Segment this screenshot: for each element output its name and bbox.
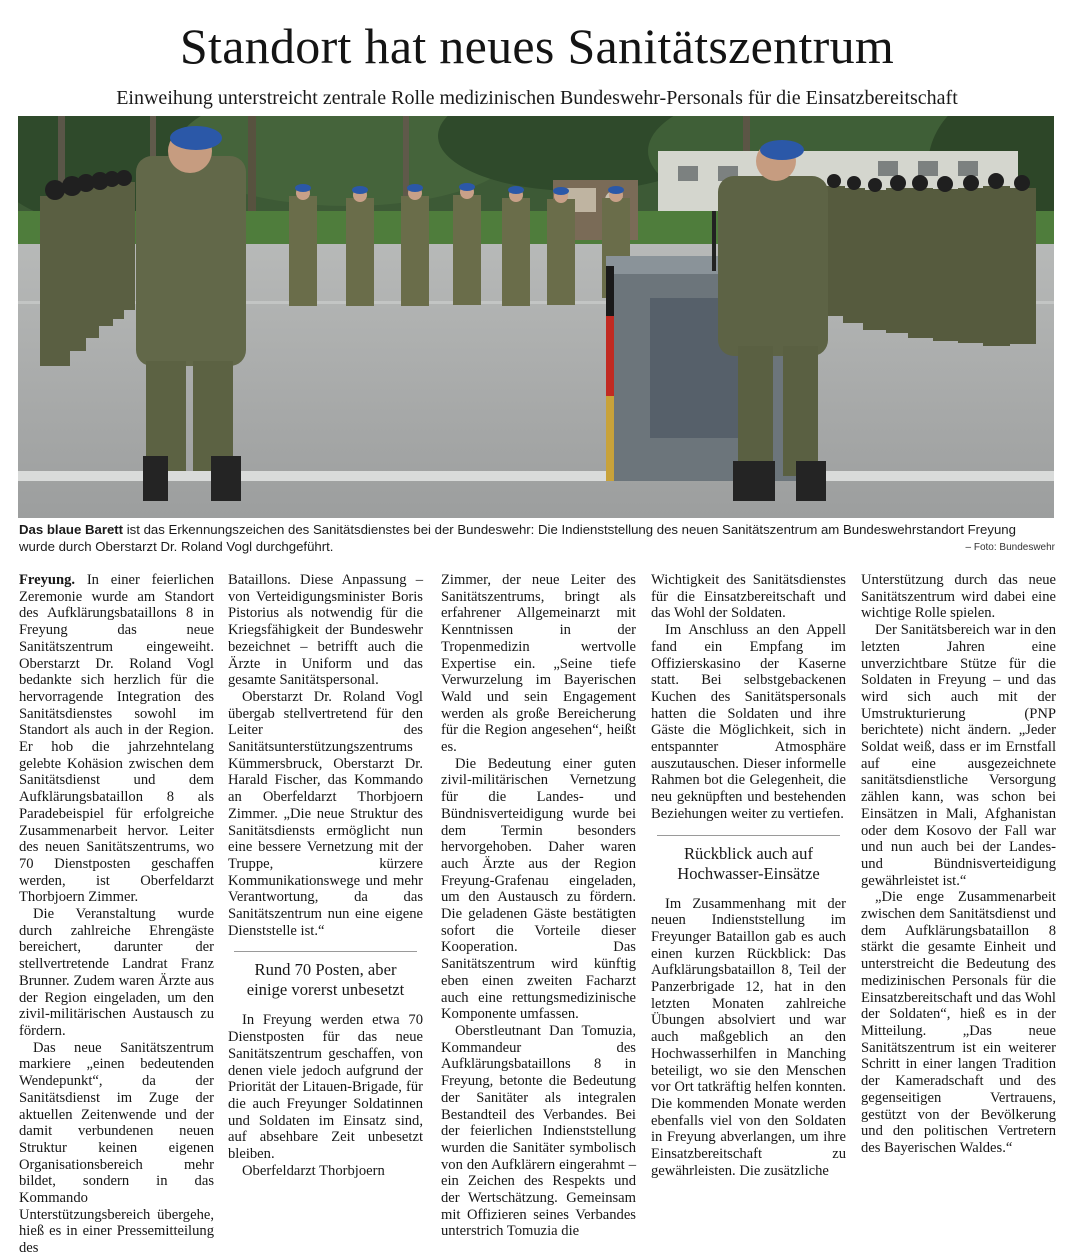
caption-lead: Das blaue Barett <box>19 522 124 537</box>
article-subheadline: Einweihung unterstreicht zentrale Rolle medizinischen Bundeswehr-Personals für die Einsatzbereitschaft <box>116 87 958 109</box>
caption-text: ist das Erkennungszeichen des Sanitätsdienstes bei der Bundeswehr: Die Indienststellung des neuen Sanitätszentrum am Bundeswehrstandort Freyung wurde durch Oberstarzt Dr. Roland Vogl durchgeführt. <box>19 522 1016 554</box>
paragraph: Im Anschluss an den Appell fand ein Empfang im Offizierskasino der Kaserne statt. Bei selbstgebackenen Kuchen des Sanitätspersonals hatten die Soldaten und ihre Gäste die Möglichkeit, sich in entspannter Atmosphäre auszutauschen. Dieser informelle Rahmen bot die Gelegenheit, die neu geknüpften und bestehenden Beziehungen weiter zu vertiefen. <box>651 622 846 822</box>
article-column-4 <box>651 572 846 1180</box>
paragraph: Zimmer, der neue Leiter des Sanitätszentrums, bringt als erfahrener Allgemeinarzt mit Kenntnissen in der Tropenmedizin wertvolle Expertise ein. „Seine tiefe Verwurzelung im Bayerischen Wald und sein Engagement werden als große Bereicherung für die Region angesehen“, heißt es. <box>441 572 636 756</box>
paragraph <box>19 572 214 906</box>
paragraph: Unterstützung durch das neue Sanitätszentrum wird dabei eine wichtige Rolle spielen. <box>861 572 1056 622</box>
article-column-3 <box>441 572 636 1240</box>
paragraph: Wichtigkeit des Sanitätsdienstes für die Einsatzbereitschaft und das Wohl der Soldaten. <box>651 572 846 622</box>
paragraph: Im Zusammenhang mit der neuen Indienststellung im Freyunger Bataillon gab es auch einen kurzen Rückblick: Das Aufklärungsbataillon 8, Teil der Panzerbrigade 12, hat in den letzten Monaten zahlreiche Übungen absolviert und war auch maßgeblich an den Hochwasserhilfen in Manching beteiligt, wo sie den Menschen vor Ort tatkräftig helfen konnten. Die kommenden Monate werden ebenfalls viel von den Soldaten in Freyung abverlangen, um ihre Einsatzbereitschaft zu gewährleisten. Die zusätzliche <box>651 895 846 1179</box>
paragraph: Die Bedeutung einer guten zivil-militärischen Vernetzung für die Landes- und Bündnisverteidigung wurde bei dem Termin besonders hervorgehoben. Daher waren auch Ärzte aus der Region Freyung-Grafenau eingeladen, um den Austausch zu fördern. Die geladenen Gäste bestätigten sofort die Vorteile dieser Kooperation. Das Sanitätszentrum wird künftig eben einen zweiten Facharzt auch eine rettungsmedizinische Komponente umfassen. <box>441 755 636 1023</box>
article-column-5 <box>861 572 1056 1157</box>
paragraph: „Die enge Zusammenarbeit zwischen dem Sanitätsdienst und dem Aufklärungsbataillon 8 stärkt die gesamte Einheit und unterstreicht die Bedeutung des medizinischen Personals für die Einsatzbereitschaft und das Wohl der Soldaten“, hieß es in der Mitteilung. „Das neue Sanitätszentrum ist ein weiterer Schritt in einer langen Tradition der Kameradschaft und des gegenseitigen Vertrauens, gestützt von der Bevölkerung und den politischen Vertretern des Bayerischen Waldes.“ <box>861 889 1056 1156</box>
section-subheading: Rückblick auch auf Hochwasser-Einsätze <box>657 835 840 884</box>
ceremony-photo <box>18 116 1054 518</box>
paragraph: Die Veranstaltung wurde durch zahlreiche Ehrengäste bereichert, darunter der stellvertretende Landrat Franz Brunner. Zudem waren Ärzte aus der Region eingeladen, um den zivil-militärischen Austausch zu fördern. <box>19 906 214 1039</box>
paragraph: Oberstarzt Dr. Roland Vogl übergab stellvertretend für den Leiter des Sanitätsunterstützungszentrums Kümmersbruck, Oberstarzt Dr. Harald Fischer, das Kommando an Oberfeldarzt Thorbjoern Zimmer. „Die neue Struktur des Sanitätsdiensts ermöglicht nun eine bessere Vernetzung mit der Truppe, kürzere Kommunikationswege und mehr Verantwortung, da das Sanitätszentrum nun eine eigene Dienststelle ist.“ <box>228 688 423 939</box>
article-column-1 <box>19 572 214 1257</box>
paragraph: Das neue Sanitätszentrum markiere „einen bedeutenden Wendepunkt“, da der Sanitätsdienst im Zuge der aktuellen Zeitenwende und der damit verbundenen neuen Struktur keinen eigenen Organisationsbereich mehr bildet, sondern in das Kommando Unterstützungsbereich übergehe, hieß es in einer Pressemitteilung des <box>19 1039 214 1257</box>
paragraph-text: In einer feierlichen Zeremonie wurde am Standort des Aufklärungsbataillons 8 in Freyung das neue Sanitätszentrum eingeweiht. Oberstarzt Dr. Roland Vogl bedankte sich herzlich für die hervorragende Integration des Sanitätsdienstes sowohl im Standort als auch in der Region. Er hob die jahrzehntelang gelebte Kohäsion zwischen dem Sanitätsdienst und dem Aufklärungsbataillon 8 als Paradebeispiel für erfolgreiche Zusammenarbeit hervor. Leiter des neuen Sanitätszentrums, wo 70 Dienstposten geschaffen werden, ist Oberfeldarzt Thorbjoern Zimmer. <box>19 572 214 906</box>
photo-credit: – Foto: Bundeswehr <box>965 542 1055 553</box>
paragraph: Bataillons. Diese Anpassung – von Verteidigungsminister Boris Pistorius als notwendig für die Kriegsfähigkeit der Bundeswehr bezeichnet – betrifft auch die Ärzte in Uniform und das gesamte Sanitätspersonal. <box>228 572 423 689</box>
section-subheading: Rund 70 Posten, aber einige vorerst unbesetzt <box>234 951 417 1000</box>
dateline: Freyung. <box>19 572 76 588</box>
article-column-2 <box>228 572 423 1180</box>
article-headline: Standort hat neues Sanitätszentrum <box>179 18 895 74</box>
paragraph: Oberstleutnant Dan Tomuzia, Kommandeur des Aufklärungsbataillons 8 in Freyung, betonte die Bedeutung der Sanitäter als integralen Bestandteil des Verbandes. Bei der feierlichen Indienststellung wurden die Sanitäter symbolisch von den Aufklärern eingerahmt – ein Zeichen des Respekts und der Wertschätzung. Gemeinsam mit Offizieren seines Verbandes unterstrich Tomuzia die <box>441 1022 636 1240</box>
photo-caption <box>19 521 1055 555</box>
paragraph: In Freyung werden etwa 70 Dienstposten für das neue Sanitätszentrum geschaffen, von denen viele jedoch aufgrund der Priorität der Litauen-Brigade, für die auch Freyunger Soldatinnen und Soldaten im Einsatz sind, auf absehbare Zeit unbesetzt bleiben. <box>228 1012 423 1163</box>
paragraph: Oberfeldarzt Thorbjoern <box>242 1162 385 1179</box>
paragraph: Der Sanitätsbereich war in den letzten Jahren eine unverzichtbare Stütze für die Soldaten in Freyung – und das wird sich auch mit der Umstrukturierung (PNP berichtete) nicht ändern. „Jeder Soldat weiß, dass er im Ernstfall auf eine ausgezeichnete sanitätsdienstliche Versorgung zählen kann, was schon bei Einsätzen in Mali, Afghanistan oder dem Kosovo der Fall war und nun auch bei der Landes- und Bündnisverteidigung gewährleistet ist.“ <box>861 622 1056 889</box>
